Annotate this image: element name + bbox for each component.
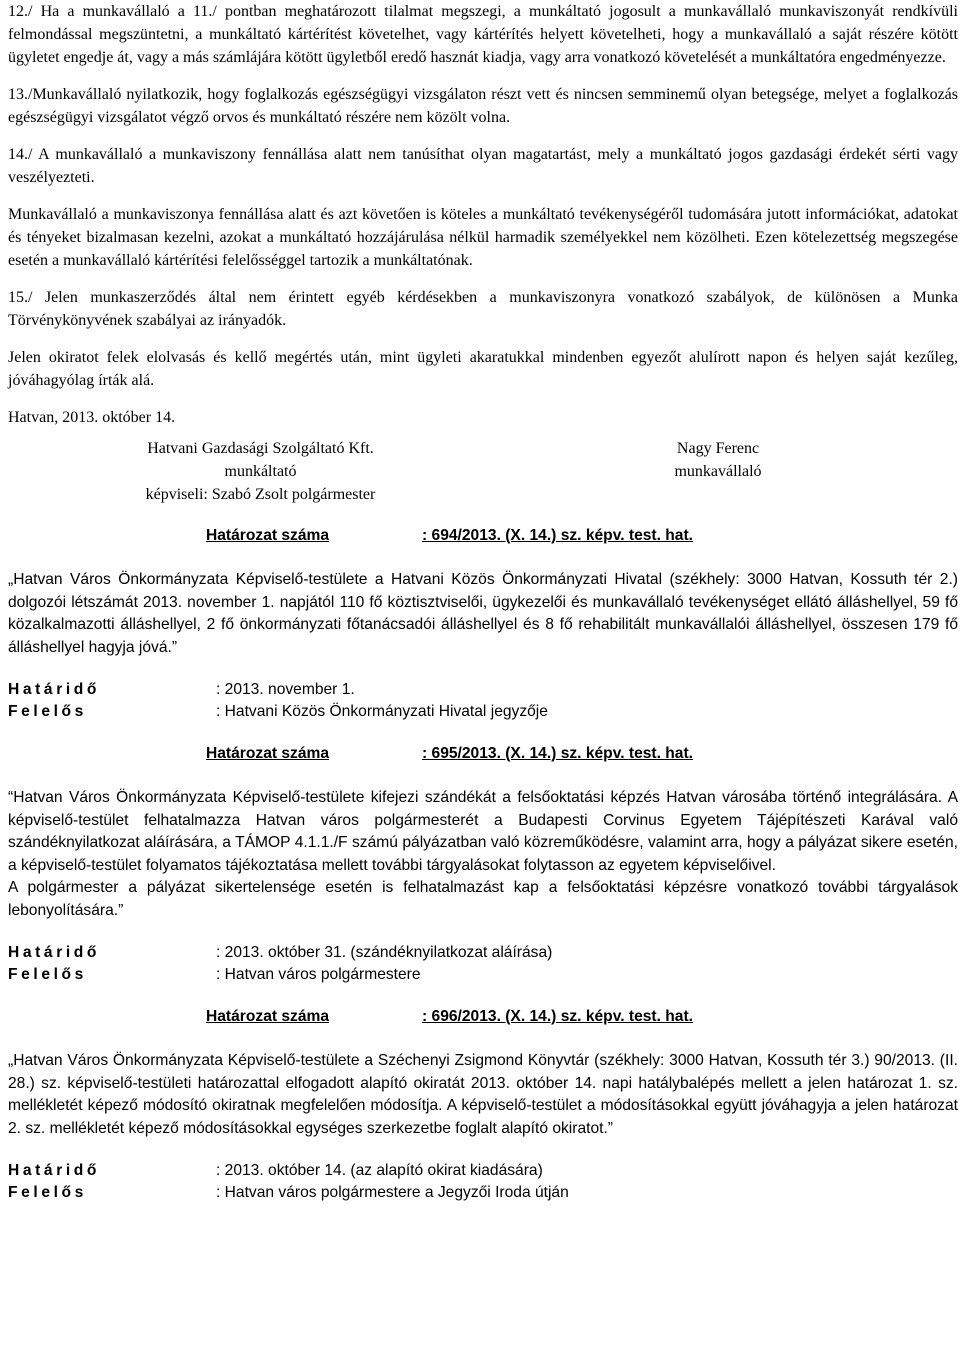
resolution-label: Határozat száma [206, 527, 330, 544]
deadline-value: : 2013. november 1. [216, 681, 355, 698]
responsible-value: : Hatvani Közös Önkormányzati Hivatal jegyzője [216, 703, 548, 720]
resolution-696 [8, 1006, 958, 1204]
employer-role: munkáltató [224, 463, 297, 480]
resolution-number: : 694/2013. (X. 14.) sz. képv. test. hat. [422, 527, 693, 544]
paragraph-14: 14./ A munkavállaló a munkaviszony fennállása alatt nem tanúsíthat olyan magatartást, mely a munkáltató jogos gazdasági érdekét sérti vagy veszélyezteti. [8, 146, 958, 186]
resolution-number: : 696/2013. (X. 14.) sz. képv. test. hat. [422, 1008, 693, 1025]
deadline-key: Határidő [8, 681, 101, 698]
responsible-value: : Hatvan város polgármestere [216, 966, 421, 983]
responsible-value: : Hatvan város polgármestere a Jegyzői Iroda útján [216, 1184, 569, 1201]
paragraph-13: 13./Munkavállaló nyilatkozik, hogy foglalkozás egészségügyi vizsgálaton részt vett és nincsen semminemű olyan betegsége, melyet a foglalkozás egészségügyi vizsgálatot végző orvos és munkáltató részére nem közölt volna. [8, 86, 958, 126]
resolutions-section [8, 525, 958, 1204]
resolution-text: „Hatvan Város Önkormányzata Képviselő-testülete a Hatvani Közös Önkormányzati Hivatal (székhely: 3000 Hatvan, Kossuth tér 2.) dolgozói létszámát 2013. november 1. napjától 110 fő köztisztviselői, ügykezelői és munkavállaló tevékenységet ellátó álláshellyel, 59 fő közalkalmazotti álláshellyel, 2 fő önkormányzati főtanácsadói álláshellyel és 8 fő rehabilitált munkavállalói álláshellyel, összesen 179 fő álláshellyel hagyja jóvá.” [8, 571, 958, 656]
deadline-value: : 2013. október 14. (az alapító okirat kiadására) [216, 1162, 543, 1179]
employer-signature [118, 437, 403, 506]
resolution-text-continued: A polgármester a pályázat sikertelensége esetén is felhatalmazást kap a felsőoktatási képzésre vonatkozó további tárgyalások lebonyolítására.” [8, 879, 958, 919]
contract-section [8, 0, 958, 511]
responsible-row [8, 964, 958, 986]
responsible-row [8, 1182, 958, 1204]
place-date: Hatvan, 2013. október 14. [8, 409, 176, 426]
paragraph-14-confidentiality: Munkavállaló a munkaviszonya fennállása alatt és azt követően is köteles a munkáltató tevékenységéről tudomására jutott információkat, adatokat és tényeket bizalmasan kezelni, azokat a munkáltató hozzájárulása nélkül harmadik személyekkel nem közölheti. Ezen kötelezettség megszegése esetén a munkavállaló kártérítési felelősséggel tartozik a munkáltatónak. [8, 206, 958, 269]
document-page [8, 0, 958, 1204]
resolution-694 [8, 525, 958, 723]
resolution-header [8, 743, 958, 767]
responsible-key: Felelős [8, 703, 87, 720]
resolution-text: “Hatvan Város Önkormányzata Képviselő-testülete kifejezi szándékát a felsőoktatási képzés Hatvan városába történő integrálására. A képviselő-testület felhatalmazza Hatvan város polgármesterét a Budapesti Corvinus Egyetem Tájépítészeti Karával való szándéknyilatkozat aláírására, a TÁMOP 4.1.1./F számú pályázatban való közreműködésre, valamint arra, hogy a pályázat sikere esetén, a képviselő-testület folyamatos tájékoztatása mellett további tárgyalásokat folytasson az egyetem képviselőivel. [8, 789, 958, 874]
paragraph-closing: Jelen okiratot felek elolvasás és kellő megértés után, mint ügyleti akaratukkal mindenben egyezőt alulírott napon és helyen saját kezűleg, jóváhagyólag írták alá. [8, 349, 958, 389]
paragraph-15: 15./ Jelen munkaszerződés által nem érintett egyéb kérdésekben a munkaviszonyra vonatkozó szabályok, de különösen a Munka Törvénykönyvének szabályai az irányadók. [8, 289, 958, 329]
employee-role: munkavállaló [674, 463, 762, 480]
resolution-695 [8, 743, 958, 986]
employee-signature [568, 437, 868, 483]
resolution-number: : 695/2013. (X. 14.) sz. képv. test. hat. [422, 745, 693, 762]
employer-representative: képviseli: Szabó Zsolt polgármester [145, 486, 376, 503]
responsible-key: Felelős [8, 1184, 87, 1201]
resolution-text: „Hatvan Város Önkormányzata Képviselő-testülete a Széchenyi Zsigmond Könyvtár (székhely: 3000 Hatvan, Kossuth tér 3.) 90/2013. (II. 28.) sz. képviselő-testületi határozattal elfogadott alapító okiratát 2013. október 14. napi hatálybalépés mellett a jelen határozat 1. sz. mellékletét képező módosító okiratnak megfelelően módosítja. A képviselő-testület a módosításokkal együtt jóváhagyja a jelen határozat 2. sz. mellékletét képező módosításokkal egységes szerkezetbe foglalt alapító okiratot.” [8, 1052, 958, 1137]
paragraph-12: 12./ Ha a munkavállaló a 11./ pontban meghatározott tilalmat megszegi, a munkáltató jogosult a munkavállaló munkaviszonyát rendkívüli felmondással megszüntetni, a munkáltató kártérítést követelhet, vagy kártérítés helyett követelheti, hogy a munkavállaló a saját részére kötött ügyletet engedje át, vagy a más számlájára kötött ügyletből eredő hasznát kiadja, vagy arra vonatkozó követelését a munkáltatóra engedményezze. [8, 3, 958, 66]
deadline-key: Határidő [8, 1162, 101, 1179]
employer-name: Hatvani Gazdasági Szolgáltató Kft. [147, 440, 374, 457]
responsible-row [8, 701, 958, 723]
deadline-row [8, 1160, 958, 1182]
responsible-key: Felelős [8, 966, 87, 983]
deadline-row [8, 679, 958, 701]
employee-name: Nagy Ferenc [676, 440, 760, 457]
deadline-key: Határidő [8, 944, 101, 961]
resolution-label: Határozat száma [206, 745, 330, 762]
deadline-value: : 2013. október 31. (szándéknyilatkozat aláírása) [216, 944, 553, 961]
resolution-label: Határozat száma [206, 1008, 330, 1025]
resolution-header [8, 525, 958, 549]
resolution-header [8, 1006, 958, 1030]
signature-block [8, 437, 958, 511]
deadline-row [8, 942, 958, 964]
